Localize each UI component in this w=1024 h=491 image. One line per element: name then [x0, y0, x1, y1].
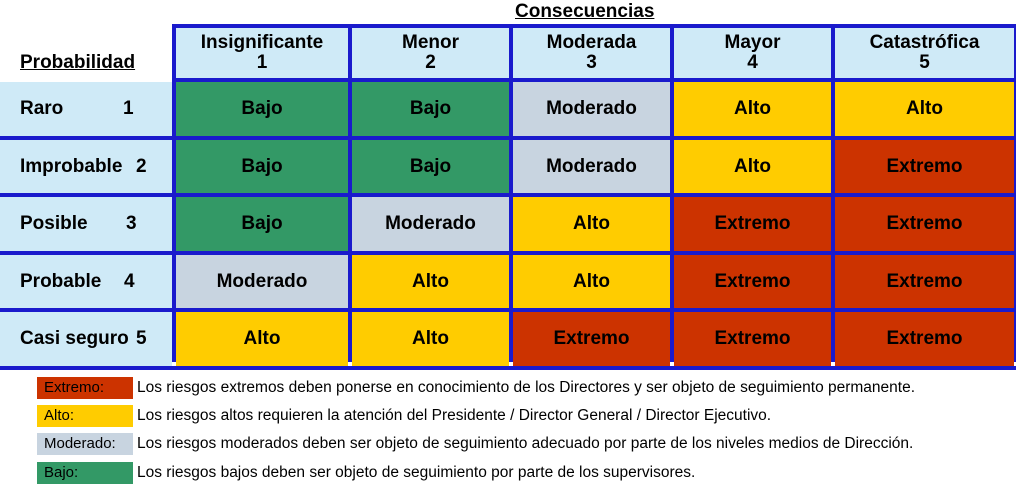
legend-text-alto: Los riesgos altos requieren la atención del Presidente / Director General / Director Ejecutivo. — [137, 407, 772, 424]
legend-swatch-extremo: Extremo: — [37, 377, 133, 399]
grid-horizontal-line — [0, 251, 1016, 255]
row-header-name: Raro — [20, 98, 64, 119]
risk-cell-alto: Alto — [352, 312, 509, 366]
row-header-4 — [0, 255, 172, 309]
risk-cell-bajo: Bajo — [352, 82, 509, 136]
row-header-name: Casi seguro — [20, 328, 129, 349]
column-header-number: 4 — [747, 52, 758, 73]
risk-cell-extremo: Extremo — [835, 312, 1014, 366]
risk-cell-alto: Alto — [674, 140, 831, 194]
risk-cell-bajo: Bajo — [352, 140, 509, 194]
row-header-1 — [0, 82, 172, 136]
risk-cell-alto: Alto — [513, 255, 670, 309]
risk-cell-alto: Alto — [835, 82, 1014, 136]
grid-horizontal-line — [172, 78, 1016, 82]
risk-cell-bajo: Bajo — [176, 140, 348, 194]
legend-text-moderado: Los riesgos moderados deben ser objeto de seguimiento adecuado por parte de los niveles medios de Dirección. — [137, 435, 914, 452]
column-header-4 — [674, 28, 831, 78]
risk-cell-alto: Alto — [176, 312, 348, 366]
grid-horizontal-line — [0, 136, 1016, 140]
row-header-name: Probable — [20, 271, 102, 292]
risk-cell-extremo: Extremo — [513, 312, 670, 366]
row-header-number: 3 — [126, 213, 137, 234]
risk-cell-extremo: Extremo — [674, 255, 831, 309]
column-header-2 — [352, 28, 509, 78]
risk-cell-extremo: Extremo — [674, 197, 831, 251]
column-header-name: Insignificante — [200, 32, 324, 53]
row-header-5 — [0, 312, 172, 366]
legend-swatch-bajo: Bajo: — [37, 462, 133, 484]
column-header-name: Catastrófica — [869, 32, 980, 53]
column-header-name: Mayor — [724, 32, 781, 53]
column-header-number: 5 — [919, 52, 930, 73]
column-header-5 — [835, 28, 1014, 78]
legend-swatch-alto: Alto: — [37, 405, 133, 427]
risk-cell-extremo: Extremo — [835, 140, 1014, 194]
row-header-name: Posible — [20, 213, 88, 234]
row-header-3 — [0, 197, 172, 251]
consequences-title: Consecuencias — [515, 1, 655, 22]
risk-cell-extremo: Extremo — [674, 312, 831, 366]
column-header-number: 1 — [256, 52, 268, 73]
risk-cell-bajo: Bajo — [176, 82, 348, 136]
risk-cell-alto: Alto — [513, 197, 670, 251]
risk-cell-bajo: Bajo — [176, 197, 348, 251]
grid-horizontal-line — [0, 366, 1016, 370]
risk-cell-moderado: Moderado — [513, 82, 670, 136]
column-header-number: 2 — [425, 52, 436, 73]
risk-cell-moderado: Moderado — [176, 255, 348, 309]
grid-horizontal-line — [0, 193, 1016, 197]
row-header-number: 4 — [124, 271, 135, 292]
row-header-name: Improbable — [20, 156, 123, 177]
legend-swatch-moderado: Moderado: — [37, 433, 133, 455]
legend-text-extremo: Los riesgos extremos deben ponerse en conocimiento de los Directores y ser objeto de seguimiento permanente. — [137, 379, 916, 396]
probability-header: Probabilidad — [20, 52, 136, 73]
risk-cell-extremo: Extremo — [835, 255, 1014, 309]
row-header-number: 5 — [136, 328, 147, 349]
legend-text-bajo: Los riesgos bajos deben ser objeto de seguimiento por parte de los supervisores. — [137, 464, 696, 481]
risk-cell-moderado: Moderado — [513, 140, 670, 194]
column-header-1 — [176, 28, 348, 78]
row-header-2 — [0, 140, 172, 194]
column-header-name: Menor — [402, 32, 459, 53]
risk-cell-moderado: Moderado — [352, 197, 509, 251]
risk-cell-alto: Alto — [674, 82, 831, 136]
row-header-number: 2 — [136, 156, 147, 177]
risk-cell-extremo: Extremo — [835, 197, 1014, 251]
column-header-number: 3 — [586, 52, 597, 73]
row-header-number: 1 — [123, 98, 134, 119]
column-header-3 — [513, 28, 670, 78]
risk-cell-alto: Alto — [352, 255, 509, 309]
column-header-name: Moderada — [546, 32, 637, 53]
grid-horizontal-line — [0, 308, 1016, 312]
